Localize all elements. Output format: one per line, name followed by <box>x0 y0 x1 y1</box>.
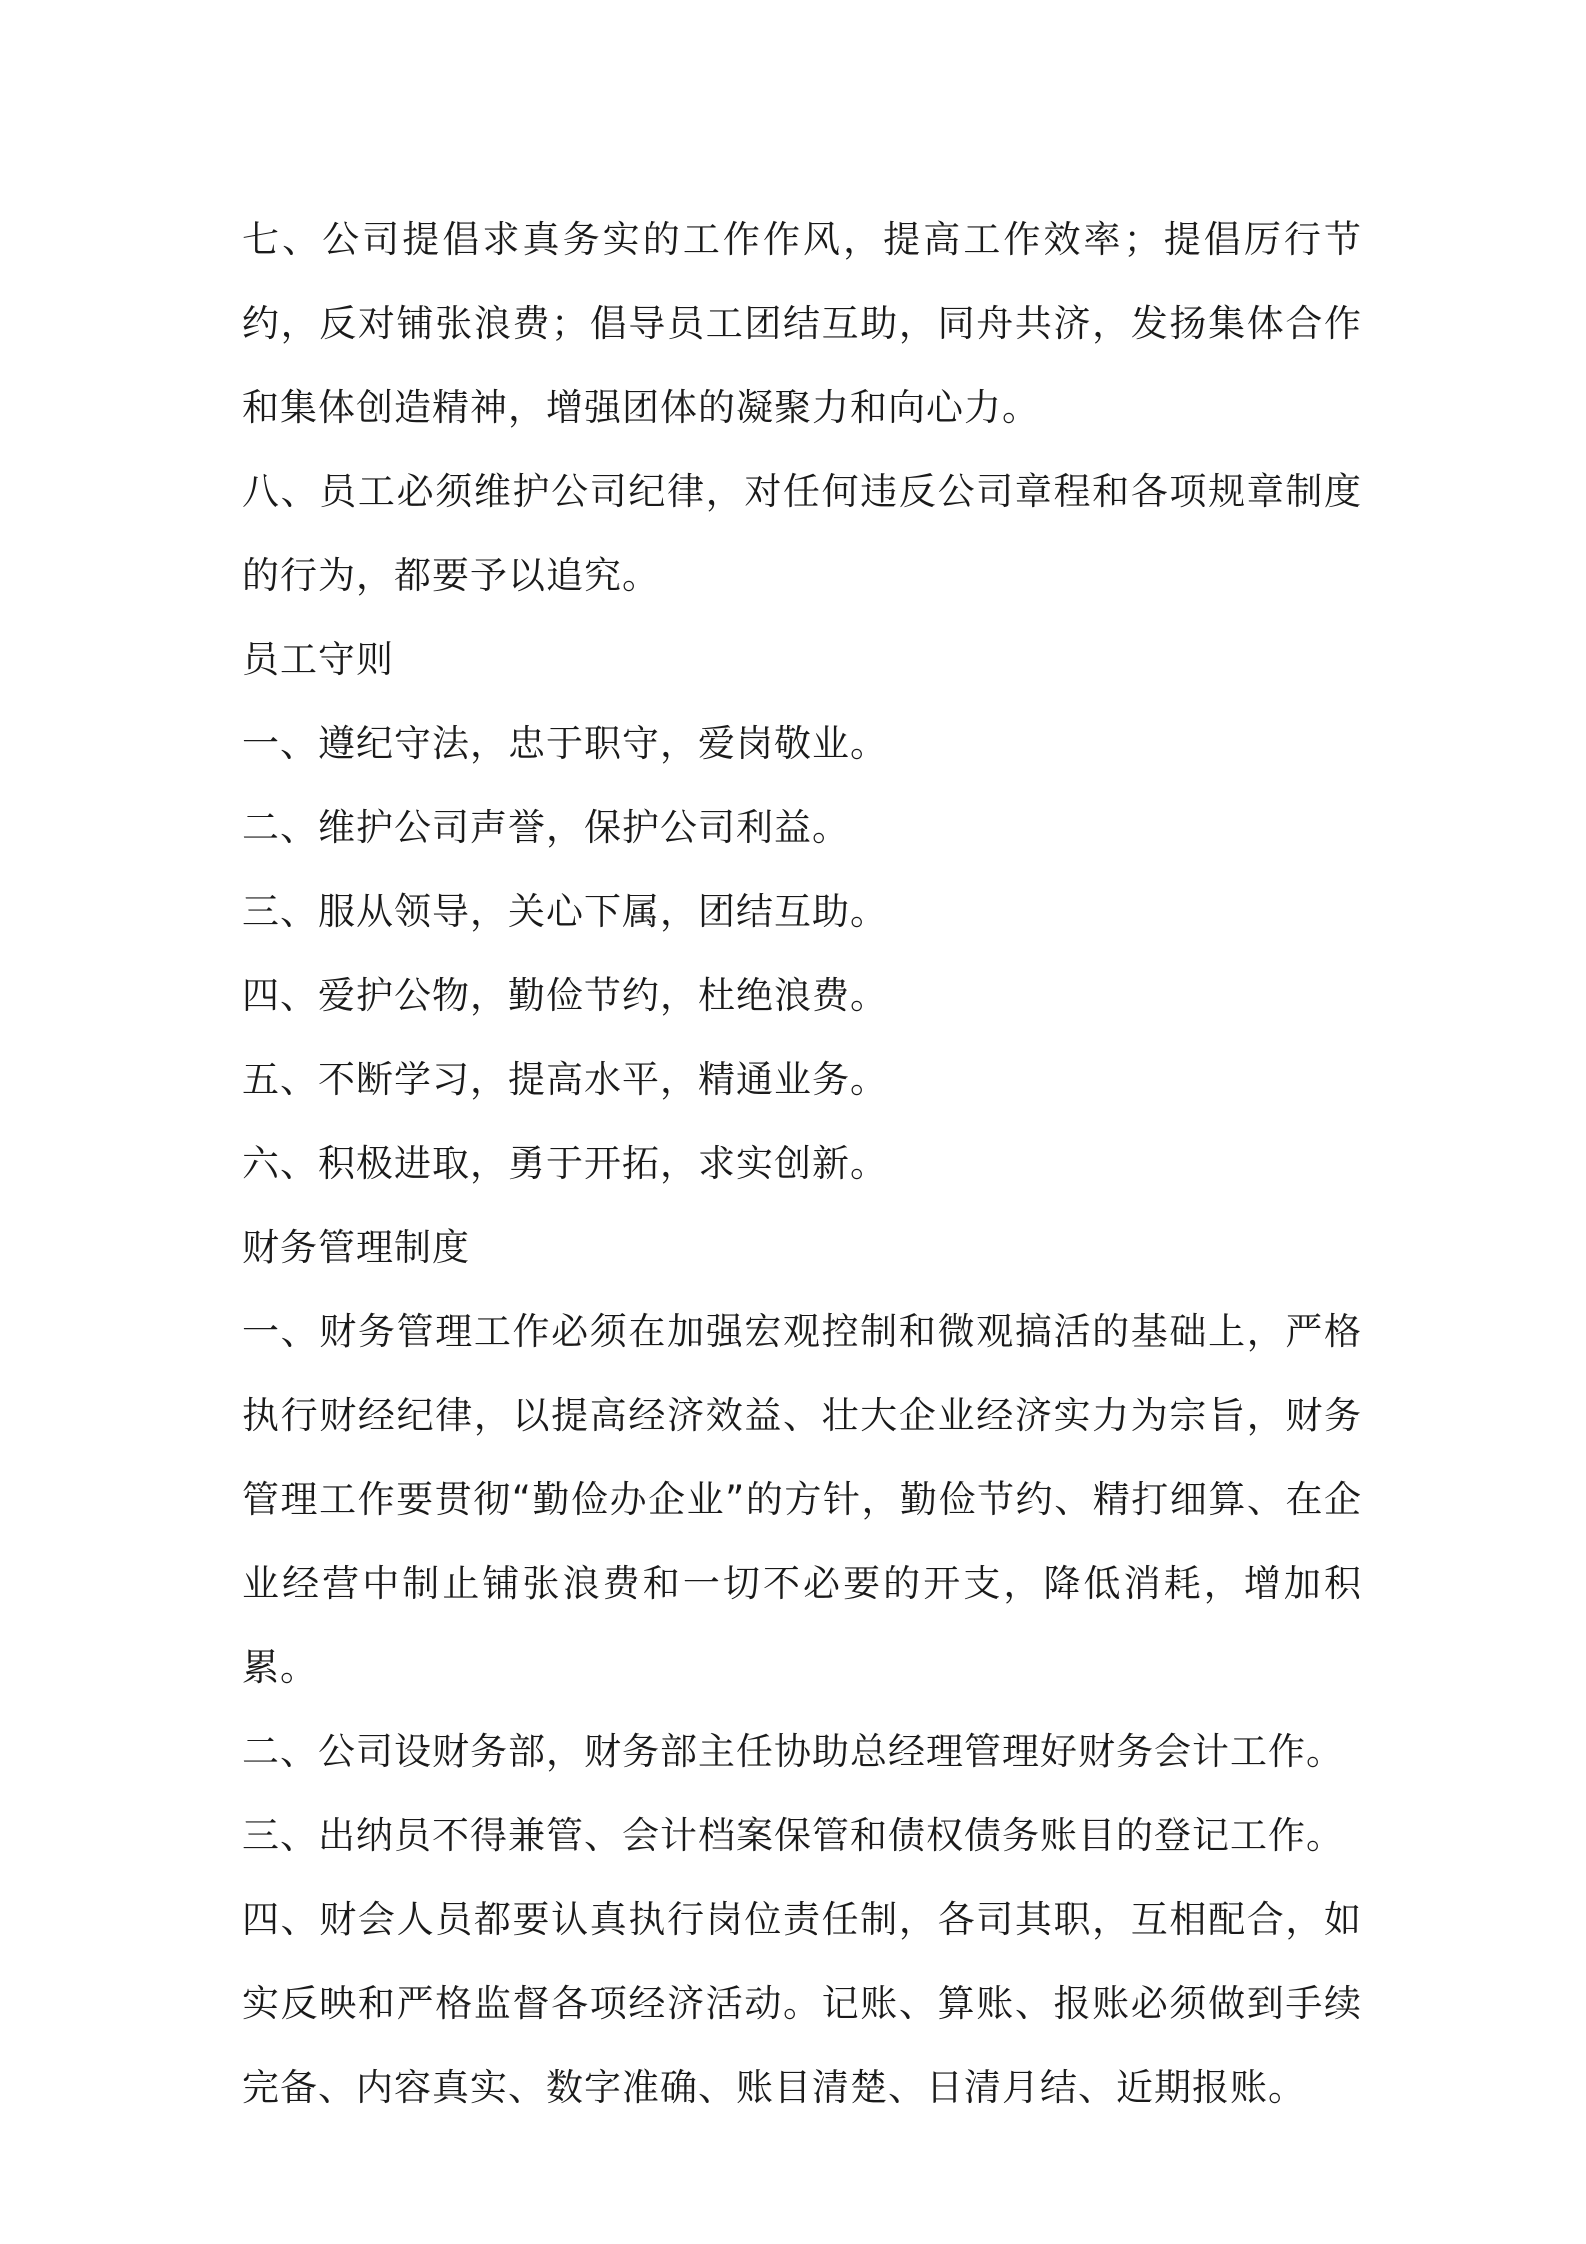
paragraph-finance-2: 二、公司设财务部，财务部主任协助总经理管理好财务会计工作。 <box>242 1730 1344 1773</box>
section-title-finance-policy: 财务管理制度 <box>242 1226 470 1269</box>
paragraph-code-6: 六、积极进取，勇于开拓，求实创新。 <box>242 1142 888 1185</box>
paragraph-finance-4: 四、财会人员都要认真执行岗位责任制，各司其职，互相配合，如实反映和严格监督各项经济活动。记账、算账、报账必须做到手续完备、内容真实、数字准确、账目清楚、日清月结、近期报账。 <box>242 1898 1362 2109</box>
paragraph-code-4: 四、爱护公物，勤俭节约，杜绝浪费。 <box>242 974 888 1017</box>
paragraph-code-3: 三、服从领导，关心下属，团结互助。 <box>242 890 888 933</box>
section-title-employee-code: 员工守则 <box>242 638 394 681</box>
document-body <box>242 198 1362 2130</box>
paragraph-code-2: 二、维护公司声誉，保护公司利益。 <box>242 806 850 849</box>
paragraph-code-1: 一、遵纪守法，忠于职守，爱岗敬业。 <box>242 722 888 765</box>
paragraph-finance-1: 一、财务管理工作必须在加强宏观控制和微观搞活的基础上，严格执行财经纪律，以提高经济效益、壮大企业经济实力为宗旨，财务管理工作要贯彻“勤俭办企业”的方针，勤俭节约、精打细算、在企业经营中制止铺张浪费和一切不必要的开支，降低消耗，增加积累。 <box>242 1310 1362 1689</box>
paragraph-code-5: 五、不断学习，提高水平，精通业务。 <box>242 1058 888 1101</box>
paragraph-rule-7: 七、公司提倡求真务实的工作作风，提高工作效率；提倡厉行节约，反对铺张浪费；倡导员工团结互助，同舟共济，发扬集体合作和集体创造精神，增强团体的凝聚力和向心力。 <box>242 218 1362 429</box>
paragraph-finance-3: 三、出纳员不得兼管、会计档案保管和债权债务账目的登记工作。 <box>242 1814 1344 1857</box>
paragraph-rule-8: 八、员工必须维护公司纪律，对任何违反公司章程和各项规章制度的行为，都要予以追究。 <box>242 470 1362 597</box>
